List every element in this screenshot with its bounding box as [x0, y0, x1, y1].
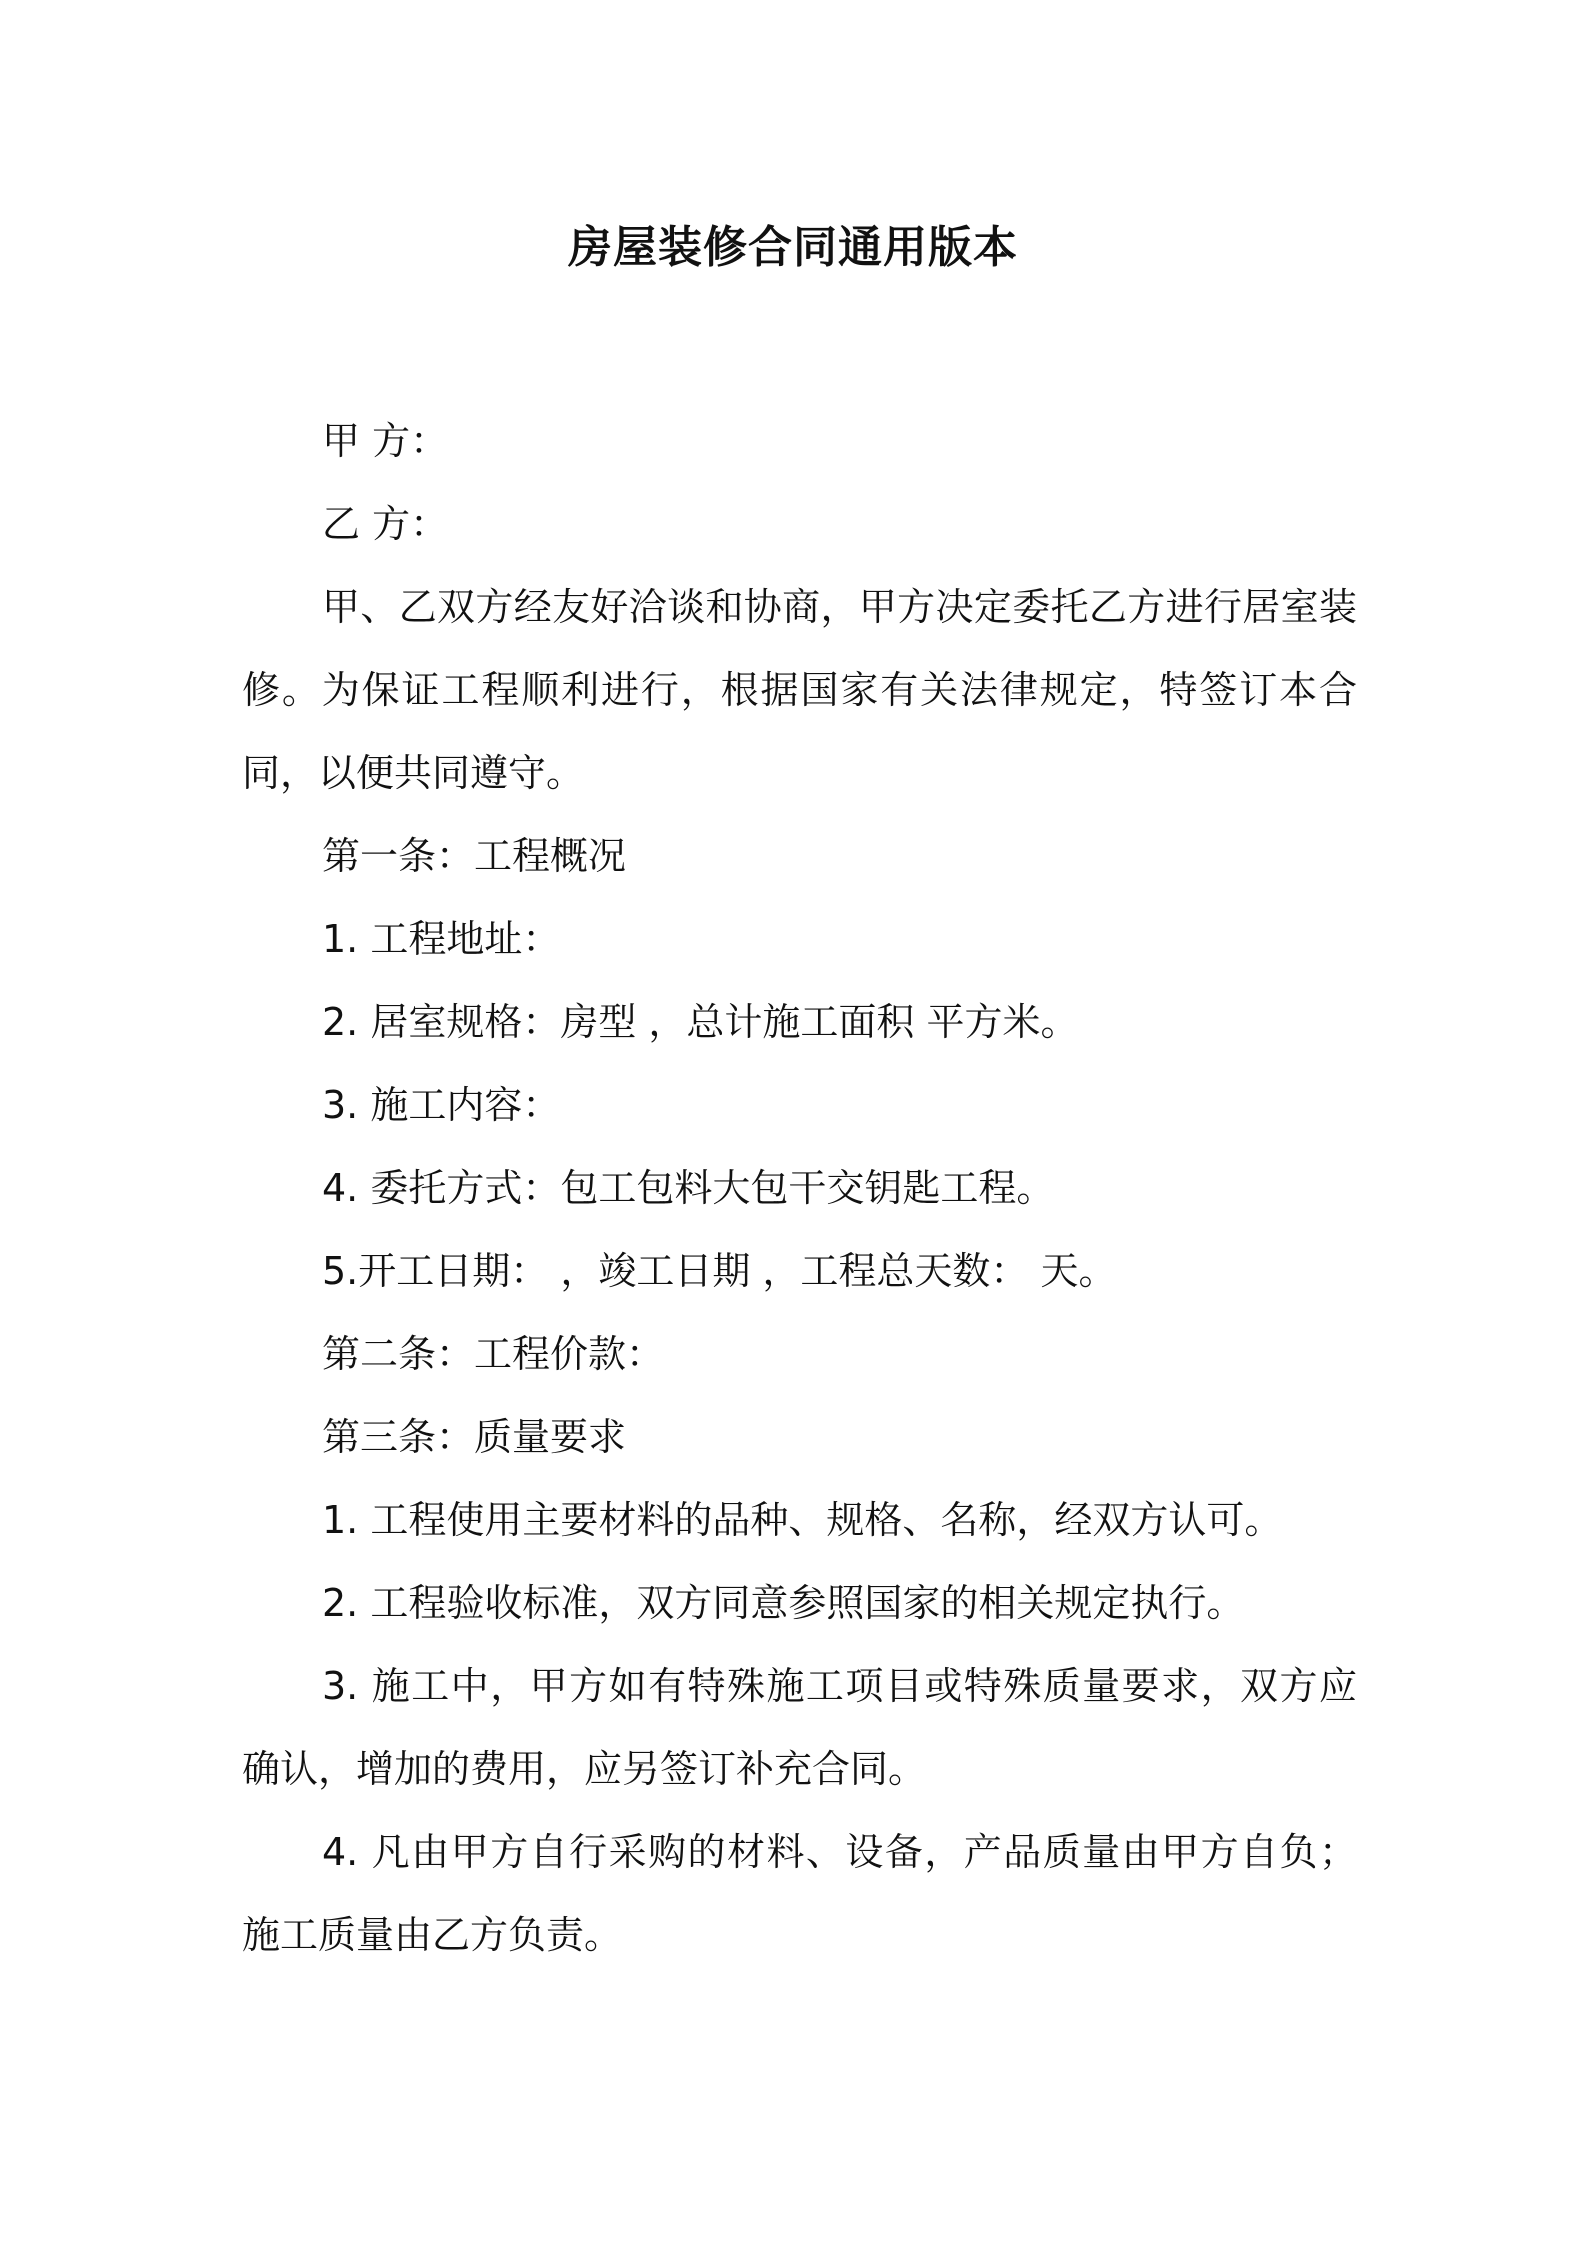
- article-1-item-2: 2. 居室规格：房型 ，总计施工面积 平方米。: [322, 1000, 1079, 1044]
- article-1-item-3: 3. 施工内容：: [322, 1083, 561, 1127]
- party-b-line: 乙 方：: [322, 502, 449, 546]
- party-a-line: 甲 方：: [322, 419, 449, 463]
- article-1-item-5: 5.开工日期： ，竣工日期 ，工程总天数： 天。: [322, 1249, 1117, 1293]
- preamble-paragraph: 甲、乙双方经友好洽谈和协商，甲方决定委托乙方进行居室装修。为保证工程顺利进行，根据国家有关法律规定，特签订本合同，以便共同遵守。: [242, 585, 1357, 795]
- article-3-item-3: 3. 施工中，甲方如有特殊施工项目或特殊质量要求，双方应确认，增加的费用，应另签订补充合同。: [242, 1664, 1357, 1791]
- article-3-item-2: 2. 工程验收标准，双方同意参照国家的相关规定执行。: [322, 1581, 1245, 1625]
- document-title: 房屋装修合同通用版本: [568, 222, 1018, 273]
- article-3-item-1: 1. 工程使用主要材料的品种、规格、名称，经双方认可。: [322, 1498, 1283, 1542]
- article-3-heading: 第三条：质量要求: [322, 1415, 627, 1459]
- article-3-item-4: 4. 凡由甲方自行采购的材料、设备，产品质量由甲方自负；施工质量由乙方负责。: [242, 1830, 1357, 1957]
- document-body: [242, 400, 1357, 1977]
- article-1-item-4: 4. 委托方式：包工包料大包干交钥匙工程。: [322, 1166, 1055, 1210]
- article-1-heading: 第一条：工程概况: [322, 834, 627, 878]
- article-1-item-1: 1. 工程地址：: [322, 917, 561, 961]
- article-2-heading: 第二条：工程价款：: [322, 1332, 665, 1376]
